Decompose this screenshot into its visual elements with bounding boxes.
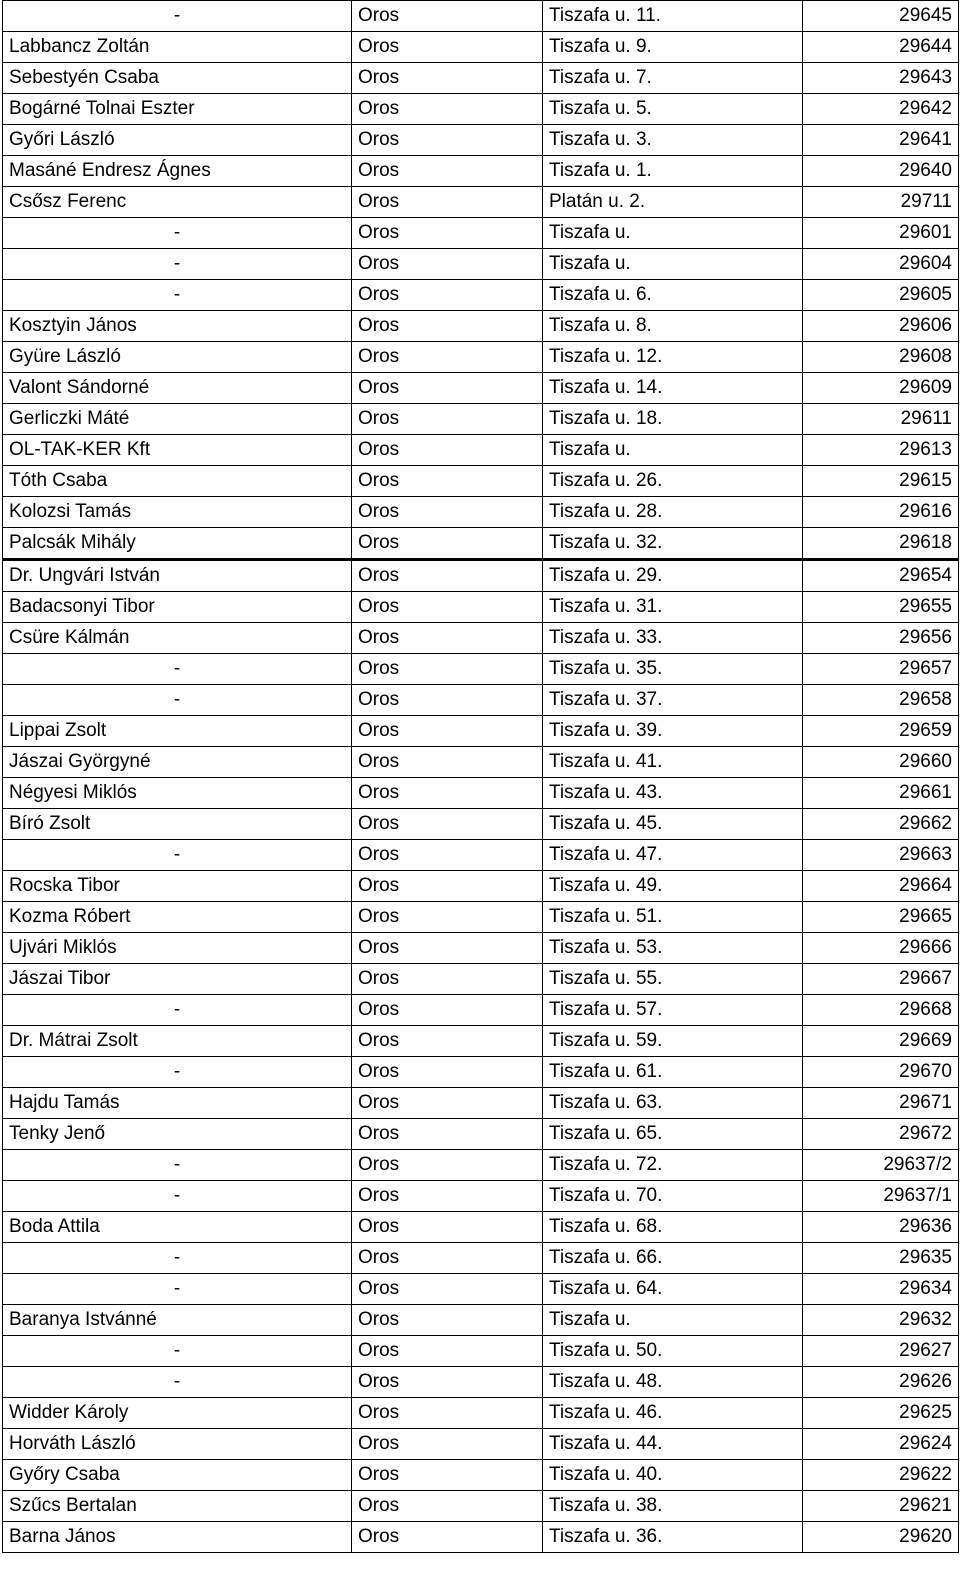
table-row (3, 466, 959, 497)
owner-name-cell: - (3, 1, 352, 32)
parcel-number-cell: 29659 (803, 716, 959, 747)
street-address-cell: Tiszafa u. (543, 218, 803, 249)
street-address-cell: Tiszafa u. 66. (543, 1243, 803, 1274)
street-address-cell: Tiszafa u. 26. (543, 466, 803, 497)
city-cell: Oros (352, 623, 543, 654)
owner-name-cell: Kolozsi Tamás (3, 497, 352, 528)
parcel-number-cell: 29664 (803, 871, 959, 902)
table-row (3, 1274, 959, 1305)
city-cell: Oros (352, 1491, 543, 1522)
table-row (3, 1243, 959, 1274)
parcel-number-cell: 29613 (803, 435, 959, 466)
city-cell: Oros (352, 964, 543, 995)
city-cell: Oros (352, 654, 543, 685)
parcel-number-cell: 29711 (803, 187, 959, 218)
table-row (3, 528, 959, 560)
parcel-number-cell: 29620 (803, 1522, 959, 1553)
owner-name-cell: Bogárné Tolnai Eszter (3, 94, 352, 125)
city-cell: Oros (352, 592, 543, 623)
owner-name-cell: Baranya Istvánné (3, 1305, 352, 1336)
table-row (3, 1119, 959, 1150)
table-row (3, 280, 959, 311)
table-row (3, 1057, 959, 1088)
owner-name-cell: - (3, 280, 352, 311)
city-cell: Oros (352, 218, 543, 249)
parcel-number-cell: 29637/2 (803, 1150, 959, 1181)
street-address-cell: Tiszafa u. 64. (543, 1274, 803, 1305)
parcel-number-cell: 29661 (803, 778, 959, 809)
parcel-number-cell: 29616 (803, 497, 959, 528)
table-row (3, 63, 959, 94)
table-row (3, 995, 959, 1026)
owner-name-cell: Csüre Kálmán (3, 623, 352, 654)
city-cell: Oros (352, 840, 543, 871)
table-row (3, 1026, 959, 1057)
table-row (3, 933, 959, 964)
owner-name-cell: Szűcs Bertalan (3, 1491, 352, 1522)
parcel-number-cell: 29618 (803, 528, 959, 560)
parcel-number-cell: 29642 (803, 94, 959, 125)
street-address-cell: Tiszafa u. 50. (543, 1336, 803, 1367)
city-cell: Oros (352, 1305, 543, 1336)
table-row (3, 156, 959, 187)
parcel-number-cell: 29672 (803, 1119, 959, 1150)
owner-name-cell: Rocska Tibor (3, 871, 352, 902)
parcel-number-cell: 29644 (803, 32, 959, 63)
street-address-cell: Tiszafa u. 8. (543, 311, 803, 342)
city-cell: Oros (352, 63, 543, 94)
city-cell: Oros (352, 94, 543, 125)
street-address-cell: Tiszafa u. 11. (543, 1, 803, 32)
street-address-cell: Tiszafa u. 38. (543, 1491, 803, 1522)
owner-name-cell: - (3, 1367, 352, 1398)
table-row (3, 404, 959, 435)
city-cell: Oros (352, 1088, 543, 1119)
street-address-cell: Tiszafa u. 68. (543, 1212, 803, 1243)
table-row (3, 1150, 959, 1181)
owner-name-cell: - (3, 249, 352, 280)
owner-name-cell: Bíró Zsolt (3, 809, 352, 840)
city-cell: Oros (352, 871, 543, 902)
parcel-number-cell: 29621 (803, 1491, 959, 1522)
owner-name-cell: Barna János (3, 1522, 352, 1553)
parcel-number-cell: 29637/1 (803, 1181, 959, 1212)
street-address-cell: Platán u. 2. (543, 187, 803, 218)
street-address-cell: Tiszafa u. (543, 1305, 803, 1336)
parcel-number-cell: 29667 (803, 964, 959, 995)
street-address-cell: Tiszafa u. 40. (543, 1460, 803, 1491)
table-row (3, 778, 959, 809)
parcel-number-cell: 29645 (803, 1, 959, 32)
table-row (3, 654, 959, 685)
parcel-number-cell: 29656 (803, 623, 959, 654)
city-cell: Oros (352, 1057, 543, 1088)
parcel-number-cell: 29605 (803, 280, 959, 311)
table-row (3, 685, 959, 716)
street-address-cell: Tiszafa u. (543, 249, 803, 280)
owner-name-cell: Palcsák Mihály (3, 528, 352, 560)
city-cell: Oros (352, 373, 543, 404)
parcel-number-cell: 29635 (803, 1243, 959, 1274)
owner-name-cell: Jászai Györgyné (3, 747, 352, 778)
parcel-number-cell: 29671 (803, 1088, 959, 1119)
owner-name-cell: Jászai Tibor (3, 964, 352, 995)
table-row (3, 497, 959, 528)
city-cell: Oros (352, 187, 543, 218)
city-cell: Oros (352, 560, 543, 592)
property-table (2, 0, 959, 1553)
table-row (3, 1398, 959, 1429)
city-cell: Oros (352, 1212, 543, 1243)
street-address-cell: Tiszafa u. 63. (543, 1088, 803, 1119)
street-address-cell: Tiszafa u. 41. (543, 747, 803, 778)
owner-name-cell: - (3, 995, 352, 1026)
city-cell: Oros (352, 311, 543, 342)
city-cell: Oros (352, 497, 543, 528)
parcel-number-cell: 29609 (803, 373, 959, 404)
table-row (3, 94, 959, 125)
city-cell: Oros (352, 995, 543, 1026)
parcel-number-cell: 29632 (803, 1305, 959, 1336)
city-cell: Oros (352, 1398, 543, 1429)
city-cell: Oros (352, 435, 543, 466)
city-cell: Oros (352, 747, 543, 778)
street-address-cell: Tiszafa u. 28. (543, 497, 803, 528)
parcel-number-cell: 29668 (803, 995, 959, 1026)
parcel-number-cell: 29608 (803, 342, 959, 373)
city-cell: Oros (352, 156, 543, 187)
parcel-number-cell: 29640 (803, 156, 959, 187)
street-address-cell: Tiszafa u. 57. (543, 995, 803, 1026)
street-address-cell: Tiszafa u. 6. (543, 280, 803, 311)
owner-name-cell: Sebestyén Csaba (3, 63, 352, 94)
parcel-number-cell: 29657 (803, 654, 959, 685)
owner-name-cell: Badacsonyi Tibor (3, 592, 352, 623)
table-row (3, 964, 959, 995)
table-row (3, 435, 959, 466)
parcel-number-cell: 29622 (803, 1460, 959, 1491)
table-row (3, 125, 959, 156)
city-cell: Oros (352, 809, 543, 840)
city-cell: Oros (352, 1181, 543, 1212)
table-row (3, 1522, 959, 1553)
street-address-cell: Tiszafa u. 29. (543, 560, 803, 592)
table-row (3, 373, 959, 404)
city-cell: Oros (352, 778, 543, 809)
owner-name-cell: Dr. Mátrai Zsolt (3, 1026, 352, 1057)
table-row (3, 1088, 959, 1119)
owner-name-cell: Győri László (3, 125, 352, 156)
owner-name-cell: Horváth László (3, 1429, 352, 1460)
owner-name-cell: - (3, 685, 352, 716)
table-row (3, 187, 959, 218)
table-row (3, 1491, 959, 1522)
city-cell: Oros (352, 902, 543, 933)
table-row (3, 1336, 959, 1367)
street-address-cell: Tiszafa u. 51. (543, 902, 803, 933)
table-row (3, 218, 959, 249)
table-row (3, 809, 959, 840)
table-row (3, 1429, 959, 1460)
owner-name-cell: Dr. Ungvári István (3, 560, 352, 592)
owner-name-cell: Négyesi Miklós (3, 778, 352, 809)
owner-name-cell: Győry Csaba (3, 1460, 352, 1491)
city-cell: Oros (352, 933, 543, 964)
owner-name-cell: - (3, 840, 352, 871)
city-cell: Oros (352, 249, 543, 280)
parcel-number-cell: 29626 (803, 1367, 959, 1398)
parcel-number-cell: 29658 (803, 685, 959, 716)
owner-name-cell: Masáné Endresz Ágnes (3, 156, 352, 187)
parcel-number-cell: 29601 (803, 218, 959, 249)
owner-name-cell: Lippai Zsolt (3, 716, 352, 747)
street-address-cell: Tiszafa u. 1. (543, 156, 803, 187)
owner-name-cell: - (3, 1150, 352, 1181)
city-cell: Oros (352, 1429, 543, 1460)
owner-name-cell: Csősz Ferenc (3, 187, 352, 218)
city-cell: Oros (352, 1336, 543, 1367)
parcel-number-cell: 29654 (803, 560, 959, 592)
street-address-cell: Tiszafa u. 55. (543, 964, 803, 995)
city-cell: Oros (352, 1522, 543, 1553)
owner-name-cell: - (3, 1274, 352, 1305)
street-address-cell: Tiszafa u. 7. (543, 63, 803, 94)
street-address-cell: Tiszafa u. 65. (543, 1119, 803, 1150)
street-address-cell: Tiszafa u. 37. (543, 685, 803, 716)
city-cell: Oros (352, 1, 543, 32)
owner-name-cell: Kozma Róbert (3, 902, 352, 933)
table-row (3, 840, 959, 871)
owner-name-cell: - (3, 218, 352, 249)
table-row (3, 716, 959, 747)
city-cell: Oros (352, 1150, 543, 1181)
city-cell: Oros (352, 342, 543, 373)
owner-name-cell: OL-TAK-KER Kft (3, 435, 352, 466)
street-address-cell: Tiszafa u. 9. (543, 32, 803, 63)
city-cell: Oros (352, 1274, 543, 1305)
street-address-cell: Tiszafa u. 53. (543, 933, 803, 964)
street-address-cell: Tiszafa u. 44. (543, 1429, 803, 1460)
street-address-cell: Tiszafa u. 59. (543, 1026, 803, 1057)
table-row (3, 592, 959, 623)
street-address-cell: Tiszafa u. 61. (543, 1057, 803, 1088)
street-address-cell: Tiszafa u. 36. (543, 1522, 803, 1553)
city-cell: Oros (352, 716, 543, 747)
street-address-cell: Tiszafa u. 5. (543, 94, 803, 125)
table-row (3, 871, 959, 902)
street-address-cell: Tiszafa u. 46. (543, 1398, 803, 1429)
table-row (3, 623, 959, 654)
table-row (3, 1460, 959, 1491)
parcel-number-cell: 29655 (803, 592, 959, 623)
city-cell: Oros (352, 685, 543, 716)
parcel-number-cell: 29663 (803, 840, 959, 871)
table-row (3, 902, 959, 933)
owner-name-cell: - (3, 654, 352, 685)
city-cell: Oros (352, 1026, 543, 1057)
table-row (3, 747, 959, 778)
owner-name-cell: - (3, 1336, 352, 1367)
street-address-cell: Tiszafa u. 72. (543, 1150, 803, 1181)
table-row (3, 249, 959, 280)
parcel-number-cell: 29627 (803, 1336, 959, 1367)
owner-name-cell: Hajdu Tamás (3, 1088, 352, 1119)
parcel-number-cell: 29662 (803, 809, 959, 840)
parcel-number-cell: 29615 (803, 466, 959, 497)
owner-name-cell: - (3, 1181, 352, 1212)
street-address-cell: Tiszafa u. 33. (543, 623, 803, 654)
street-address-cell: Tiszafa u. 47. (543, 840, 803, 871)
parcel-number-cell: 29665 (803, 902, 959, 933)
city-cell: Oros (352, 1460, 543, 1491)
owner-name-cell: - (3, 1057, 352, 1088)
street-address-cell: Tiszafa u. 12. (543, 342, 803, 373)
street-address-cell: Tiszafa u. (543, 435, 803, 466)
table-row (3, 1181, 959, 1212)
parcel-number-cell: 29669 (803, 1026, 959, 1057)
owner-name-cell: Gyüre László (3, 342, 352, 373)
table-row (3, 1367, 959, 1398)
street-address-cell: Tiszafa u. 49. (543, 871, 803, 902)
parcel-number-cell: 29606 (803, 311, 959, 342)
street-address-cell: Tiszafa u. 14. (543, 373, 803, 404)
table-row (3, 32, 959, 63)
street-address-cell: Tiszafa u. 39. (543, 716, 803, 747)
street-address-cell: Tiszafa u. 32. (543, 528, 803, 560)
city-cell: Oros (352, 1243, 543, 1274)
owner-name-cell: Tenky Jenő (3, 1119, 352, 1150)
table-row (3, 1212, 959, 1243)
city-cell: Oros (352, 32, 543, 63)
owner-name-cell: Widder Károly (3, 1398, 352, 1429)
table-row (3, 1305, 959, 1336)
owner-name-cell: - (3, 1243, 352, 1274)
parcel-number-cell: 29634 (803, 1274, 959, 1305)
table-row (3, 342, 959, 373)
street-address-cell: Tiszafa u. 31. (543, 592, 803, 623)
owner-name-cell: Kosztyin János (3, 311, 352, 342)
parcel-number-cell: 29604 (803, 249, 959, 280)
street-address-cell: Tiszafa u. 3. (543, 125, 803, 156)
city-cell: Oros (352, 1367, 543, 1398)
owner-name-cell: Boda Attila (3, 1212, 352, 1243)
owner-name-cell: Tóth Csaba (3, 466, 352, 497)
parcel-number-cell: 29625 (803, 1398, 959, 1429)
parcel-number-cell: 29666 (803, 933, 959, 964)
parcel-number-cell: 29624 (803, 1429, 959, 1460)
city-cell: Oros (352, 125, 543, 156)
city-cell: Oros (352, 528, 543, 560)
city-cell: Oros (352, 466, 543, 497)
parcel-number-cell: 29643 (803, 63, 959, 94)
street-address-cell: Tiszafa u. 70. (543, 1181, 803, 1212)
owner-name-cell: Valont Sándorné (3, 373, 352, 404)
table-row (3, 560, 959, 592)
table-row (3, 311, 959, 342)
street-address-cell: Tiszafa u. 35. (543, 654, 803, 685)
city-cell: Oros (352, 1119, 543, 1150)
table-body (3, 1, 959, 1553)
owner-name-cell: Gerliczki Máté (3, 404, 352, 435)
street-address-cell: Tiszafa u. 43. (543, 778, 803, 809)
street-address-cell: Tiszafa u. 45. (543, 809, 803, 840)
city-cell: Oros (352, 404, 543, 435)
city-cell: Oros (352, 280, 543, 311)
table-row (3, 1, 959, 32)
parcel-number-cell: 29670 (803, 1057, 959, 1088)
owner-name-cell: Labbancz Zoltán (3, 32, 352, 63)
owner-name-cell: Ujvári Miklós (3, 933, 352, 964)
parcel-number-cell: 29611 (803, 404, 959, 435)
parcel-number-cell: 29660 (803, 747, 959, 778)
street-address-cell: Tiszafa u. 18. (543, 404, 803, 435)
street-address-cell: Tiszafa u. 48. (543, 1367, 803, 1398)
parcel-number-cell: 29636 (803, 1212, 959, 1243)
parcel-number-cell: 29641 (803, 125, 959, 156)
